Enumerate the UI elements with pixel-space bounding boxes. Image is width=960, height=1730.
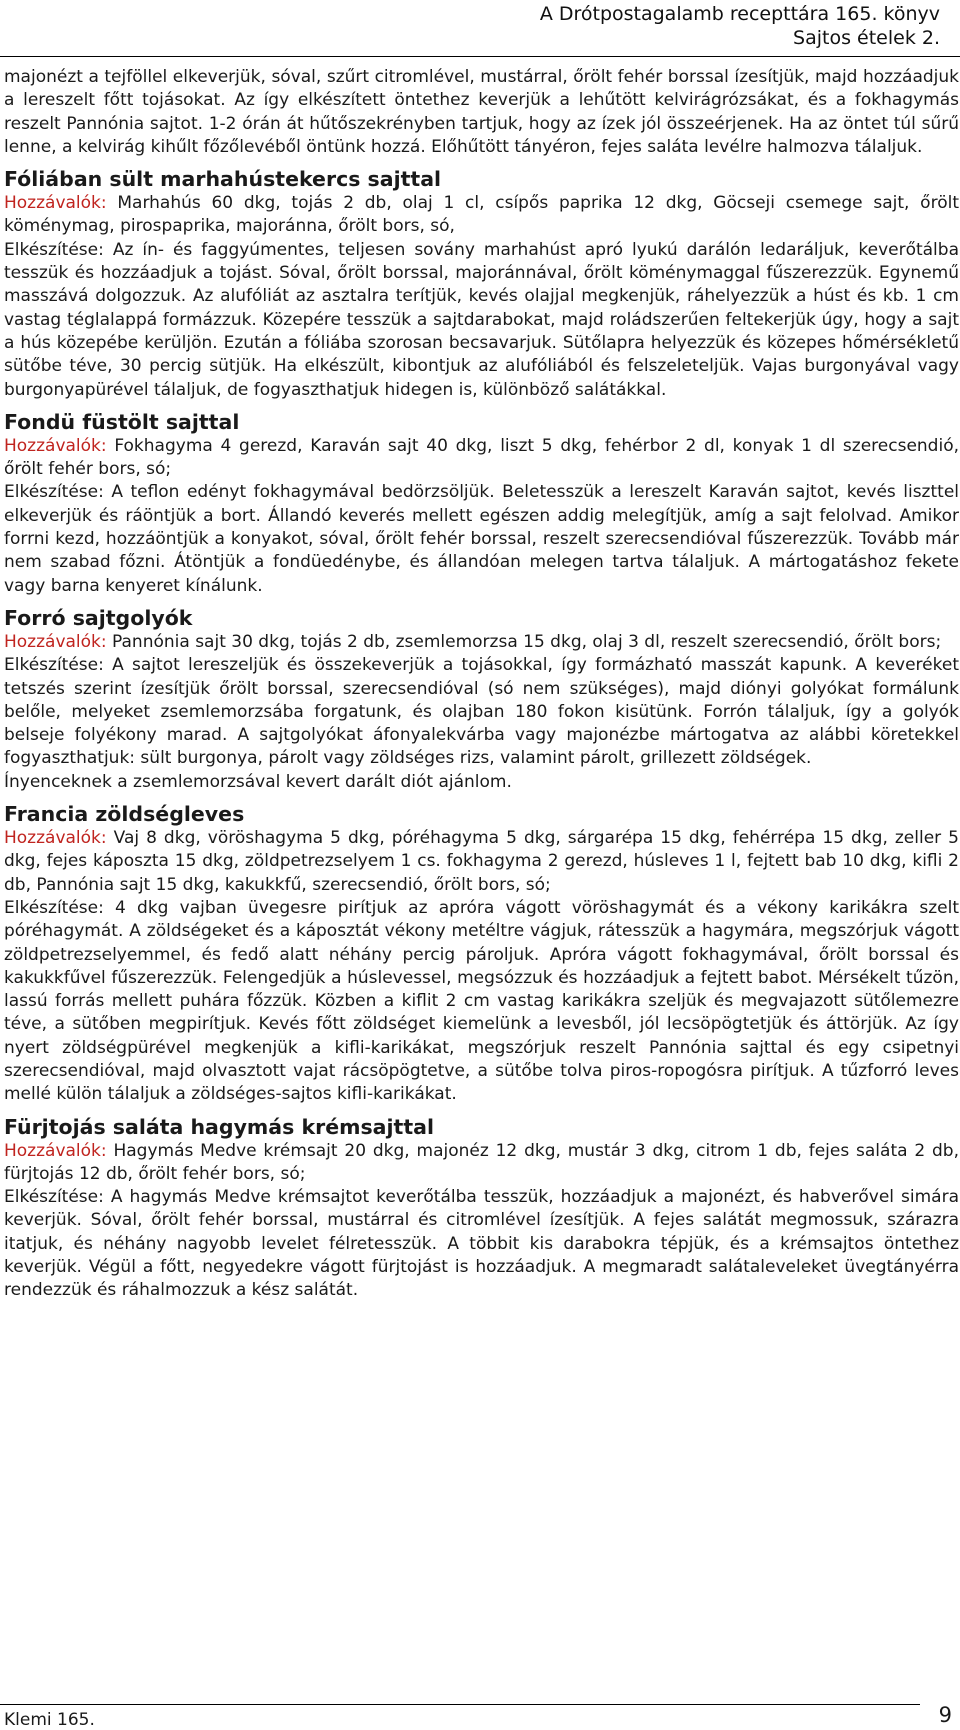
footer-divider xyxy=(0,1704,920,1705)
ingredients-label: Hozzávalók: xyxy=(4,193,107,214)
recipe-method: Elkészítése: A hagymás Medve krémsajtot keverőtálba tesszük, hozzáadjuk a majonézt, és habverővel simára keverjük. Sóval, őrölt fehér borssal, mustárral és citromlével ízesítjük. A fejes salátát megmossuk, szárazra itatjuk, és néhány nagyobb levelet félretesszük. A többit kis darabokra tépjük, és a krémsajtos öntethez keverjük. Végül a főtt, negyedekre vágott fürjtojást is hozzáadjuk. A megmaradt salátaleveleket üvegtányérra rendezzük és ráhalmozzuk a kész salátát. xyxy=(4,1187,959,1301)
recipe-ingredients xyxy=(4,192,959,239)
ingredients-text: Fokhagyma 4 gerezd, Karaván sajt 40 dkg, liszt 5 dkg, fehérbor 2 dl, konyak 1 dl szerecsendió, őrölt fehér bors, só; xyxy=(4,435,959,480)
ingredients-text: Vaj 8 dkg, vöröshagyma 5 dkg, póréhagyma 5 dkg, sárgarépa 15 dkg, fehérrépa 15 dkg, zeller 5 dkg, fejes káposzta 15 dkg, zöldpetrezselyem 1 cs. fokhagyma 2 gerezd, húsleves 1 l, fejtett bab 10 dkg, kifli 2 db, Pannónia sajt 15 dkg, kakukkfű, szerecsendió, őrölt bors, só; xyxy=(4,828,959,895)
recipe-method: Elkészítése: Az ín- és faggyúmentes, teljesen sovány marhahúst apró lyukú darálón ledaráljuk, keverőtálba tesszük és hozzáadjuk a tojást. Sóval, őrölt borssal, majoránnával, őrölt köménymaggal fűszerezzük. Egynemű masszává dolgozzuk. Az alufóliát az asztalra terítjük, kevés olajjal megkenjük, ráhelyezzük a húst és kb. 1 cm vastag téglalappá formázzuk. Közepére tesszük a sajtdarabokat, majd roládszerűen feltekerjük úgy, hogy a sajt a hús közepébe kerüljön. Ezután a fóliába szorosan becsavarjuk. Sütőlapra helyezzük és közepes hőmérsékletű sütőbe téve, 30 percig sütjük. Ha elkészült, kibontjuk az alufóliából és felszeleteljük. Vajas burgonyával vagy burgonyapürével tálaljuk, de fogyaszthatjuk hidegen is, különböző salátákkal. xyxy=(4,239,959,400)
recipe-method: Elkészítése: A sajtot lereszeljük és összekeverjük a tojásokkal, így formázható masszát kapunk. A keveréket tetszés szerint ízesítjük őrölt borssal, szerecsendióval (só nem szükséges), majd diónyi golyókat formálunk belőle, melyeket zsemlemorzsába forgatunk, és olajban 180 fokon kisütünk. Forrón tálaljuk, így a golyók belseje folyékony marad. A sajtgolyókat áfonyalekvárba vagy majonézbe mártogatva az alábbi köretekkel fogyaszthatjuk: sült burgonya, párolt vagy zöldséges rizs, valamint párolt, grillezett zöldségek. xyxy=(4,655,959,769)
recipe-title: Forró sajtgolyók xyxy=(4,605,193,630)
ingredients-label: Hozzávalók: xyxy=(4,1140,107,1161)
header-divider xyxy=(0,56,960,57)
ingredients-text: Marhahús 60 dkg, tojás 2 db, olaj 1 cl, csípős paprika 12 dkg, Göcseji csemege sajt, őrölt köménymag, pirospaprika, majoránna, őrölt bors, só, xyxy=(4,193,959,237)
recipe xyxy=(4,605,959,794)
recipe-title: Fondü füstölt sajttal xyxy=(4,409,240,434)
chapter-title: Sajtos ételek 2. xyxy=(793,27,940,49)
recipe xyxy=(4,409,959,598)
recipe-title: Fürjtojás saláta hagymás krémsajttal xyxy=(4,1114,434,1139)
ingredients-label: Hozzávalók: xyxy=(4,828,107,849)
footer-author: Klemi 165. xyxy=(4,1710,95,1730)
page-number: 9 xyxy=(938,1703,952,1727)
recipe xyxy=(4,1114,959,1303)
page-content xyxy=(4,66,959,1303)
recipe-title: Fóliában sült marhahústekercs sajttal xyxy=(4,167,442,192)
ingredients-label: Hozzávalók: xyxy=(4,435,107,456)
recipe-ingredients xyxy=(4,435,959,482)
ingredients-label: Hozzávalók: xyxy=(4,631,107,652)
ingredients-text: Hagymás Medve krémsajt 20 dkg, majonéz 12 dkg, mustár 3 dkg, citrom 1 db, fejes saláta 2 db, fürjtojás 12 db, őrölt fehér bors, só; xyxy=(4,1140,959,1184)
recipe-method: Elkészítése: A teflon edényt fokhagymával bedörzsöljük. Beletesszük a lereszelt Karaván sajtot, kevés liszttel elkeverjük és ráöntjük a bort. Állandó keverés mellett egészen addig melegítjük, amíg a sajt felolvad. Amikor forrni kezd, hozzáöntjük a konyakot, sóval, őrölt fehér borssal, reszelt szerecsendióval fűszerezzük. Tovább már nem szabad főzni. Átöntjük a fondüedénybe, és állandóan melegen tartva tálaljuk. A mártogatáshoz fekete vagy barna kenyeret kínálunk. xyxy=(4,482,959,596)
page-header xyxy=(0,0,960,60)
book-title: A Drótpostagalamb recepttára 165. könyv xyxy=(539,3,940,25)
ingredients-text: Pannónia sajt 30 dkg, tojás 2 db, zsemlemorzsa 15 dkg, olaj 3 dl, reszelt szerecsendió, őrölt bors; xyxy=(106,631,942,652)
intro-paragraph: majonézt a tejföllel elkeverjük, sóval, szűrt citromlével, mustárral, őrölt fehér borssal ízesítjük, majd hozzáadjuk a lereszelt főtt tojásokat. Az így elkészített öntethez keverjük a lehűtött kelvirágrózsákat, és a fokhagymás reszelt Pannónia sajtot. 1-2 órán át hűtőszekrényben tartjuk, hogy az ízek jól összeérjenek. Ha az öntet túl sűrű lenne, a kelvirág kihűlt főzőlevéből öntünk hozzá. Előhűtött tányéron, fejes saláta levélre halmozva tálaljuk. xyxy=(4,67,959,157)
recipe-method: Elkészítése: 4 dkg vajban üvegesre pirítjuk az apróra vágott vöröshagymát és a vékony karikákra szelt póréhagymát. A zöldségeket és a káposztát vékony metéltre vágjuk, rátesszük a hagymára, megszórjuk vágott zöldpetrezselyemmel, és fedő alatt néhány percig pároljuk. Apróra vágott fokhagymával, őrölt borssal és kakukkfűvel fűszerezzük. Felengedjük a húslevessel, megsózzuk és hozzáadjuk a fejtett babot. Mérsékelt tűzön, lassú forrás mellett puhára főzzük. Közben a kiflit 2 cm vastag karikákra szeljük és megvajazott sütőlemezre téve, a sütőben megpirítjuk. Kevés főtt zöldséget kiemelünk a levesből, jól lecsöpögtetjük és áttörjük. Az így nyert zöldségpürével megkenjük a kifli-karikákat, megszórjuk reszelt Pannónia sajttal és egy csipetnyi szerecsendióval, majd olvasztott vajat rácsöpögtetve, a sütőbe tolva piros-ropogósra pirítjuk. A tűzforró leves mellé külön tálaljuk a zöldséges-sajtos kifli-karikákat. xyxy=(4,897,959,1105)
recipe-ingredients xyxy=(4,827,959,897)
recipe-ingredients xyxy=(4,631,959,654)
recipe-note: Ínyenceknek a zsemlemorzsával kevert darált diót ajánlom. xyxy=(4,771,512,792)
recipe-title: Francia zöldségleves xyxy=(4,802,245,827)
recipe-ingredients xyxy=(4,1140,959,1187)
recipe xyxy=(4,801,959,1107)
recipe xyxy=(4,166,959,402)
